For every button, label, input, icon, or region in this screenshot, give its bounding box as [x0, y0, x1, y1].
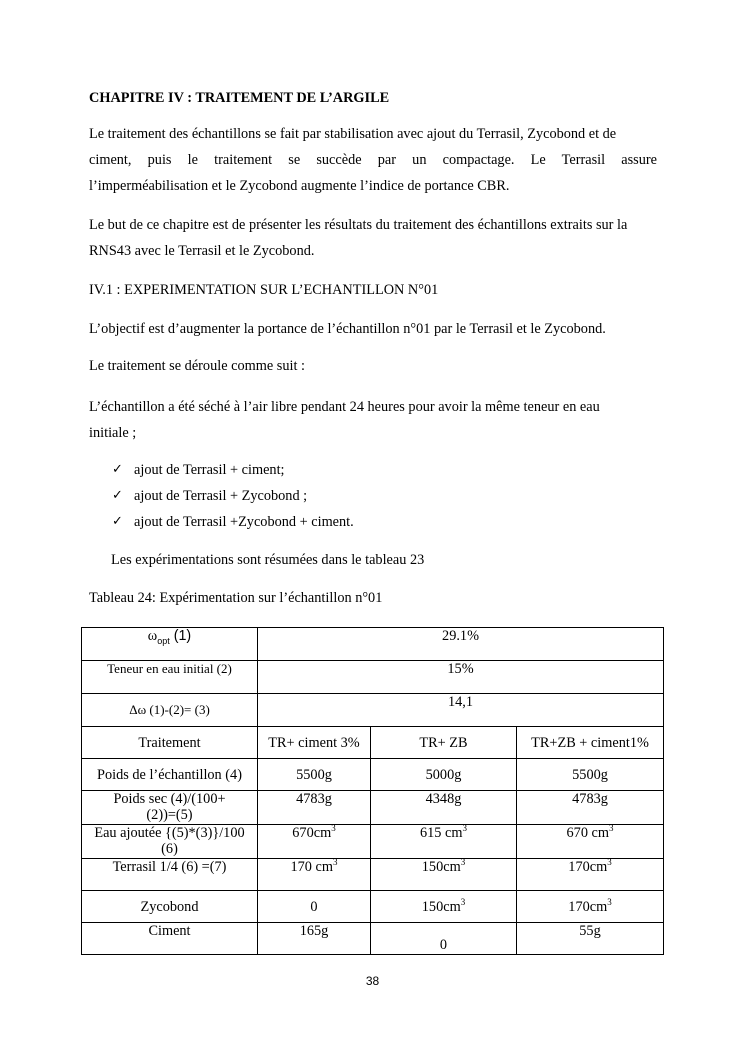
- goal-line: RNS43 avec le Terrasil et le Zycobond.: [89, 243, 315, 259]
- drying-line: initiale ;: [89, 425, 137, 441]
- omega-symbol: ω: [147, 628, 158, 644]
- teneur-label: Teneur en eau initial (2): [82, 661, 258, 694]
- summary-note: Les expérimentations sont résumées dans le tableau 23: [111, 552, 425, 568]
- table-cell: [371, 859, 517, 891]
- list-item-text: ajout de Terrasil + Zycobond ;: [134, 488, 308, 504]
- table-cell: 4348g: [371, 791, 517, 825]
- table-cell: [258, 859, 371, 891]
- table-row: [82, 859, 664, 891]
- treatment-header: Traitement: [82, 727, 258, 759]
- column-header: TR+ ciment 3%: [258, 727, 371, 759]
- row-label-line: (6): [161, 841, 178, 857]
- cell-value: 170 cm: [290, 859, 333, 875]
- row-label-line: Eau ajoutée {(5)*(3)}/100: [94, 825, 245, 841]
- table-cell: 0: [371, 923, 517, 955]
- cell-value: 670 cm: [566, 825, 610, 841]
- row-label: Zycobond: [82, 891, 258, 923]
- cell-value: 170cm: [568, 859, 608, 875]
- table-row: [82, 891, 664, 923]
- drying-paragraph: [89, 394, 657, 446]
- cell-value: 150cm: [421, 859, 461, 875]
- unit-superscript: 3: [333, 858, 338, 868]
- table-row: [82, 923, 664, 955]
- checkmark-icon: ✓: [112, 514, 123, 529]
- row-label-line: (2))=(5): [146, 807, 193, 823]
- column-header: TR+ ZB: [371, 727, 517, 759]
- table-cell: [371, 891, 517, 923]
- table-row: [82, 661, 664, 694]
- table-cell: [517, 859, 664, 891]
- table-row: [82, 825, 664, 859]
- row-label: Terrasil 1/4 (6) =(7): [82, 859, 258, 891]
- table-row: [82, 628, 664, 661]
- unit-superscript: 3: [331, 824, 336, 834]
- unit-superscript: 3: [607, 858, 612, 868]
- row-label-line: Poids sec (4)/(100+: [113, 791, 226, 807]
- list-item-text: ajout de Terrasil +Zycobond + ciment.: [134, 514, 354, 530]
- unit-superscript: 3: [462, 824, 467, 834]
- row-label: [82, 825, 258, 859]
- delta-value: 14,1: [258, 694, 664, 727]
- treatment-checklist: [112, 457, 354, 535]
- w-opt-label: [82, 628, 258, 661]
- unit-superscript: 3: [609, 824, 614, 834]
- table-row: [82, 694, 664, 727]
- table-row: [82, 791, 664, 825]
- table-cell: [258, 825, 371, 859]
- list-item: [112, 457, 354, 483]
- table-cell: [371, 825, 517, 859]
- chapter-title: CHAPITRE IV : TRAITEMENT DE L’ARGILE: [89, 90, 390, 106]
- row-label: Poids de l’échantillon (4): [82, 759, 258, 791]
- table-cell: 55g: [517, 923, 664, 955]
- delta-label: Δω (1)-(2)= (3): [82, 694, 258, 727]
- unit-superscript: 3: [460, 896, 466, 907]
- table-cell: 5500g: [517, 759, 664, 791]
- teneur-value: 15%: [258, 661, 664, 694]
- opt-subscript: opt: [157, 635, 170, 646]
- unit-superscript: 3: [607, 896, 612, 907]
- objective-text: L’objectif est d’augmenter la portance de l’échantillon n°01 par le Terrasil et le Zycobond.: [89, 321, 606, 337]
- intro-line: l’imperméabilisation et le Zycobond augmente l’indice de portance CBR.: [89, 178, 510, 194]
- drying-line: L’échantillon a été séché à l’air libre pendant 24 heures pour avoir la même teneur en eau: [89, 399, 600, 415]
- column-header: TR+ZB + ciment1%: [517, 727, 664, 759]
- table-row: [82, 759, 664, 791]
- unit-superscript: 3: [460, 858, 466, 868]
- row-label: [82, 791, 258, 825]
- list-item: [112, 509, 354, 535]
- procedure-intro: Le traitement se déroule comme suit :: [89, 358, 305, 374]
- table-caption: Tableau 24: Expérimentation sur l’échantillon n°01: [89, 590, 383, 606]
- table-cell: [517, 891, 664, 923]
- table-cell: 4783g: [517, 791, 664, 825]
- table-cell: 5000g: [371, 759, 517, 791]
- cell-value: 150cm: [421, 898, 461, 915]
- checkmark-icon: ✓: [112, 488, 123, 503]
- intro-line: Le traitement des échantillons se fait par stabilisation avec ajout du Terrasil, Zycobond et de: [89, 126, 617, 142]
- table-cell: 165g: [258, 923, 371, 955]
- list-item: [112, 483, 354, 509]
- table-cell: 4783g: [258, 791, 371, 825]
- cell-value: 170cm: [568, 898, 608, 915]
- cell-value: 670cm: [292, 825, 332, 841]
- w-opt-suffix: (1): [169, 628, 192, 644]
- goal-paragraph: [89, 212, 657, 264]
- table-cell: [517, 825, 664, 859]
- checkmark-icon: ✓: [112, 462, 123, 477]
- cell-value: 615 cm: [420, 825, 463, 841]
- table-header-row: [82, 727, 664, 759]
- section-heading: IV.1 : EXPERIMENTATION SUR L’ECHANTILLON N°01: [89, 282, 439, 298]
- goal-line: Le but de ce chapitre est de présenter les résultats du traitement des échantillons extraits sur la: [89, 217, 628, 233]
- w-opt-value: 29.1%: [258, 628, 664, 661]
- intro-line: ciment, puis le traitement se succède par un compactage. Le Terrasil assure: [89, 152, 657, 168]
- list-item-text: ajout de Terrasil + ciment;: [134, 462, 285, 478]
- intro-paragraph: [89, 121, 657, 199]
- row-label: Ciment: [82, 923, 258, 955]
- page-number: 38: [365, 974, 380, 988]
- table-cell: 0: [258, 891, 371, 923]
- experiment-table: [81, 627, 664, 955]
- table-cell: 5500g: [258, 759, 371, 791]
